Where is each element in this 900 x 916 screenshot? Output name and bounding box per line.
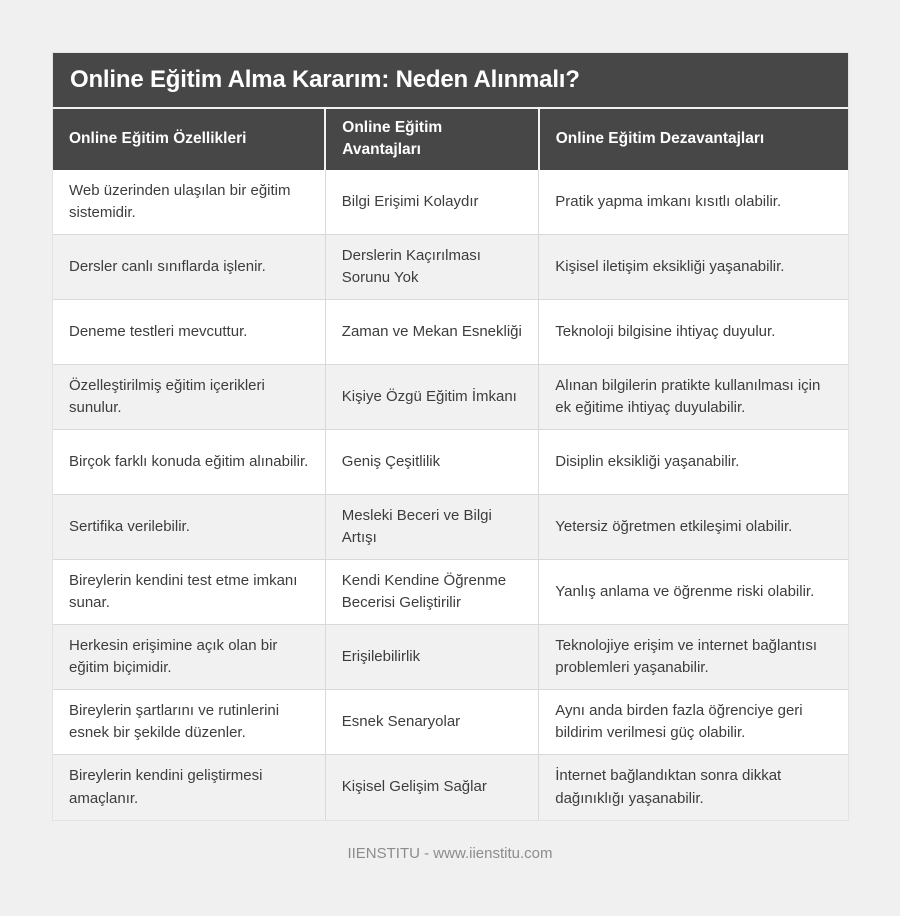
cell-feature: Bireylerin kendini geliştirmesi amaçlanır. [53,755,325,820]
cell-feature: Web üzerinden ulaşılan bir eğitim sistemidir. [53,170,325,235]
table-row [53,690,848,755]
comparison-card [52,52,849,821]
cell-advantage: Kişiye Özgü Eğitim İmkanı [325,365,538,430]
table-row [53,365,848,430]
cell-advantage: Kendi Kendine Öğrenme Becerisi Geliştirilir [325,560,538,625]
table-row [53,235,848,300]
cell-disadvantage: Disiplin eksikliği yaşanabilir. [539,430,848,495]
cell-feature: Bireylerin şartlarını ve rutinlerini esnek bir şekilde düzenler. [53,690,325,755]
table-row [53,430,848,495]
table-row [53,300,848,365]
cell-advantage: Kişisel Gelişim Sağlar [325,755,538,820]
table-row [53,495,848,560]
cell-advantage: Erişilebilirlik [325,625,538,690]
page-title: Online Eğitim Alma Kararım: Neden Alınmalı? [70,66,580,93]
column-header-advantages [325,109,538,170]
footer-credit: IIENSTITU - www.iienstitu.com [347,845,553,862]
table-row [53,755,848,820]
cell-advantage: Zaman ve Mekan Esnekliği [325,300,538,365]
cell-disadvantage: Aynı anda birden fazla öğrenciye geri bildirim verilmesi güç olabilir. [539,690,848,755]
table-row [53,170,848,235]
cell-advantage: Geniş Çeşitlilik [325,430,538,495]
column-header-disadvantages [539,109,848,170]
cell-feature: Birçok farklı konuda eğitim alınabilir. [53,430,325,495]
cell-feature: Özelleştirilmiş eğitim içerikleri sunulur. [53,365,325,430]
cell-feature: Deneme testleri mevcuttur. [53,300,325,365]
table-row [53,560,848,625]
title-band [53,53,848,109]
cell-advantage: Derslerin Kaçırılması Sorunu Yok [325,235,538,300]
cell-disadvantage: Yanlış anlama ve öğrenme riski olabilir. [539,560,848,625]
cell-disadvantage: Teknoloji bilgisine ihtiyaç duyulur. [539,300,848,365]
cell-advantage: Mesleki Beceri ve Bilgi Artışı [325,495,538,560]
comparison-table [53,109,848,820]
cell-advantage: Bilgi Erişimi Kolaydır [325,170,538,235]
cell-feature: Herkesin erişimine açık olan bir eğitim biçimidir. [53,625,325,690]
cell-disadvantage: Pratik yapma imkanı kısıtlı olabilir. [539,170,848,235]
cell-feature: Sertifika verilebilir. [53,495,325,560]
cell-disadvantage: Teknolojiye erişim ve internet bağlantısı problemleri yaşanabilir. [539,625,848,690]
column-header-label: Online Eğitim Dezavantajları [555,130,765,148]
column-header-label: Online Eğitim Özellikleri [69,130,247,148]
column-header-features [53,109,325,170]
cell-advantage: Esnek Senaryolar [325,690,538,755]
column-header-label: Online Eğitim Avantajları [342,119,443,159]
cell-disadvantage: Yetersiz öğretmen etkileşimi olabilir. [539,495,848,560]
cell-disadvantage: İnternet bağlandıktan sonra dikkat dağınıklığı yaşanabilir. [539,755,848,820]
cell-feature: Bireylerin kendini test etme imkanı sunar. [53,560,325,625]
cell-disadvantage: Kişisel iletişim eksikliği yaşanabilir. [539,235,848,300]
table-header-row [53,109,848,170]
cell-disadvantage: Alınan bilgilerin pratikte kullanılması için ek eğitime ihtiyaç duyulabilir. [539,365,848,430]
cell-feature: Dersler canlı sınıflarda işlenir. [53,235,325,300]
table-row [53,625,848,690]
